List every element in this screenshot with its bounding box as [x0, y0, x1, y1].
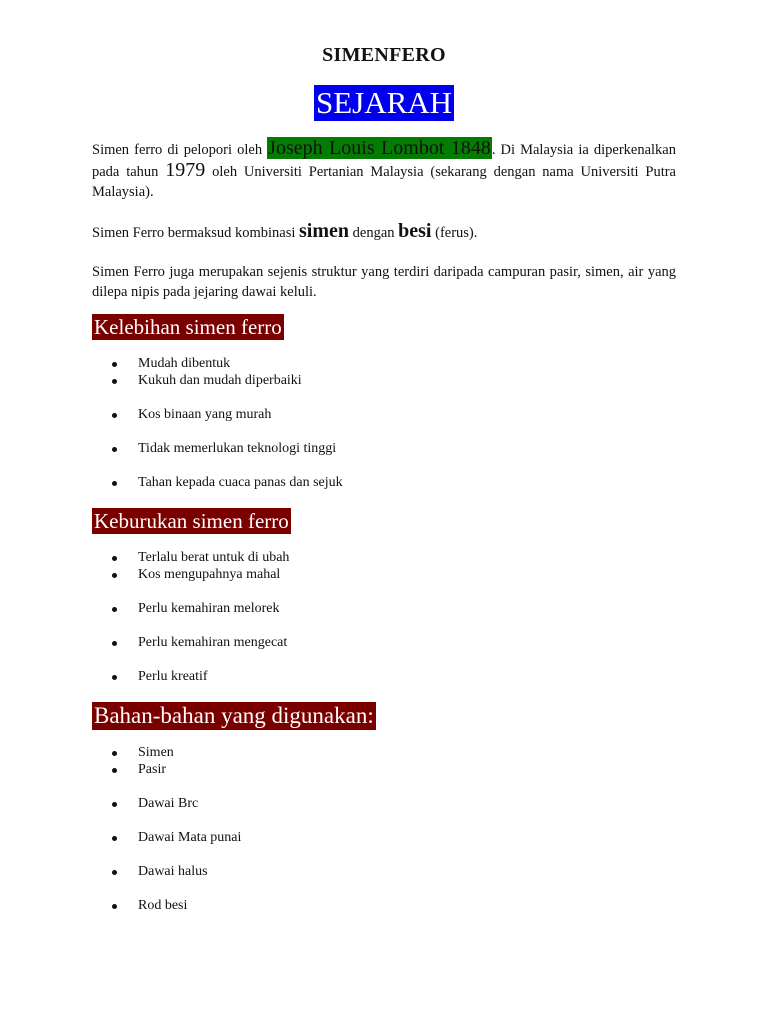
list-item-text: Rod besi — [138, 898, 188, 913]
list-item-text: Pasir — [138, 762, 166, 777]
bullet-icon — [112, 556, 117, 561]
list-item-text: Tidak memerlukan teknologi tinggi — [138, 441, 337, 456]
list-item-text: Perlu kemahiran melorek — [138, 601, 280, 616]
definition-paragraph — [92, 221, 676, 243]
list-item-text: Perlu kemahiran mengecat — [138, 635, 288, 650]
definition-text-2: dengan — [349, 225, 399, 241]
highlight-name: Joseph Louis Lombot 1848 — [268, 137, 491, 159]
section-title-sejarah: SEJARAH — [315, 85, 453, 120]
definition-text-3: (ferus). — [431, 225, 478, 241]
bullet-icon — [112, 641, 117, 646]
bullet-icon — [112, 362, 117, 367]
list-item-text: Dawai Brc — [138, 796, 199, 811]
history-text-3: oleh Universiti Pertanian Malaysia (sekarang dengan nama Universiti Putra Malaysia). — [92, 164, 676, 200]
history-text-1: Simen ferro di pelopori oleh — [92, 142, 268, 158]
bullet-icon — [112, 768, 117, 773]
bullet-icon — [112, 836, 117, 841]
bullet-icon — [112, 481, 117, 486]
list-item-text: Dawai Mata punai — [138, 830, 242, 845]
heading-kelebihan: Kelebihan simen ferro — [94, 315, 282, 339]
bullet-icon — [112, 447, 117, 452]
bullet-icon — [112, 607, 117, 612]
list-item-text: Dawai halus — [138, 864, 208, 879]
list-item-text: Kukuh dan mudah diperbaiki — [138, 373, 302, 388]
history-text-2: . Di Malaysia ia diperkenalkan pada tahun — [92, 142, 676, 180]
bullet-icon — [112, 573, 117, 578]
word-simen: simen — [299, 220, 350, 242]
history-paragraph — [92, 138, 676, 202]
list-item-text: Mudah dibentuk — [138, 356, 231, 371]
list-item-text: Tahan kepada cuaca panas dan sejuk — [138, 475, 343, 490]
heading-keburukan: Keburukan simen ferro — [94, 509, 289, 533]
bullet-icon — [112, 870, 117, 875]
heading-bahan: Bahan-bahan yang digunakan: — [94, 703, 374, 728]
list-item-text: Kos binaan yang murah — [138, 407, 272, 422]
list-item-text: Terlalu berat untuk di ubah — [138, 550, 290, 565]
word-besi: besi — [398, 220, 432, 242]
section-title-wrapper — [0, 85, 768, 121]
bullet-icon — [112, 751, 117, 756]
bullet-icon — [112, 904, 117, 909]
definition-text-1: Simen Ferro bermaksud kombinasi — [92, 225, 300, 241]
bullet-icon — [112, 413, 117, 418]
list-item-text: Kos mengupahnya mahal — [138, 567, 281, 582]
bullet-icon — [112, 379, 117, 384]
structure-paragraph: Simen Ferro juga merupakan sejenis struktur yang terdiri daripada campuran pasir, simen, air yang dilepa nipis pada jejaring dawai keluli. — [92, 264, 676, 300]
bullet-icon — [112, 802, 117, 807]
document-title: SIMENFERO — [322, 44, 446, 66]
list-item-text: Simen — [138, 745, 174, 760]
bullet-icon — [112, 675, 117, 680]
list-item-text: Perlu kreatif — [138, 669, 208, 684]
year-text: 1979 — [165, 159, 206, 181]
